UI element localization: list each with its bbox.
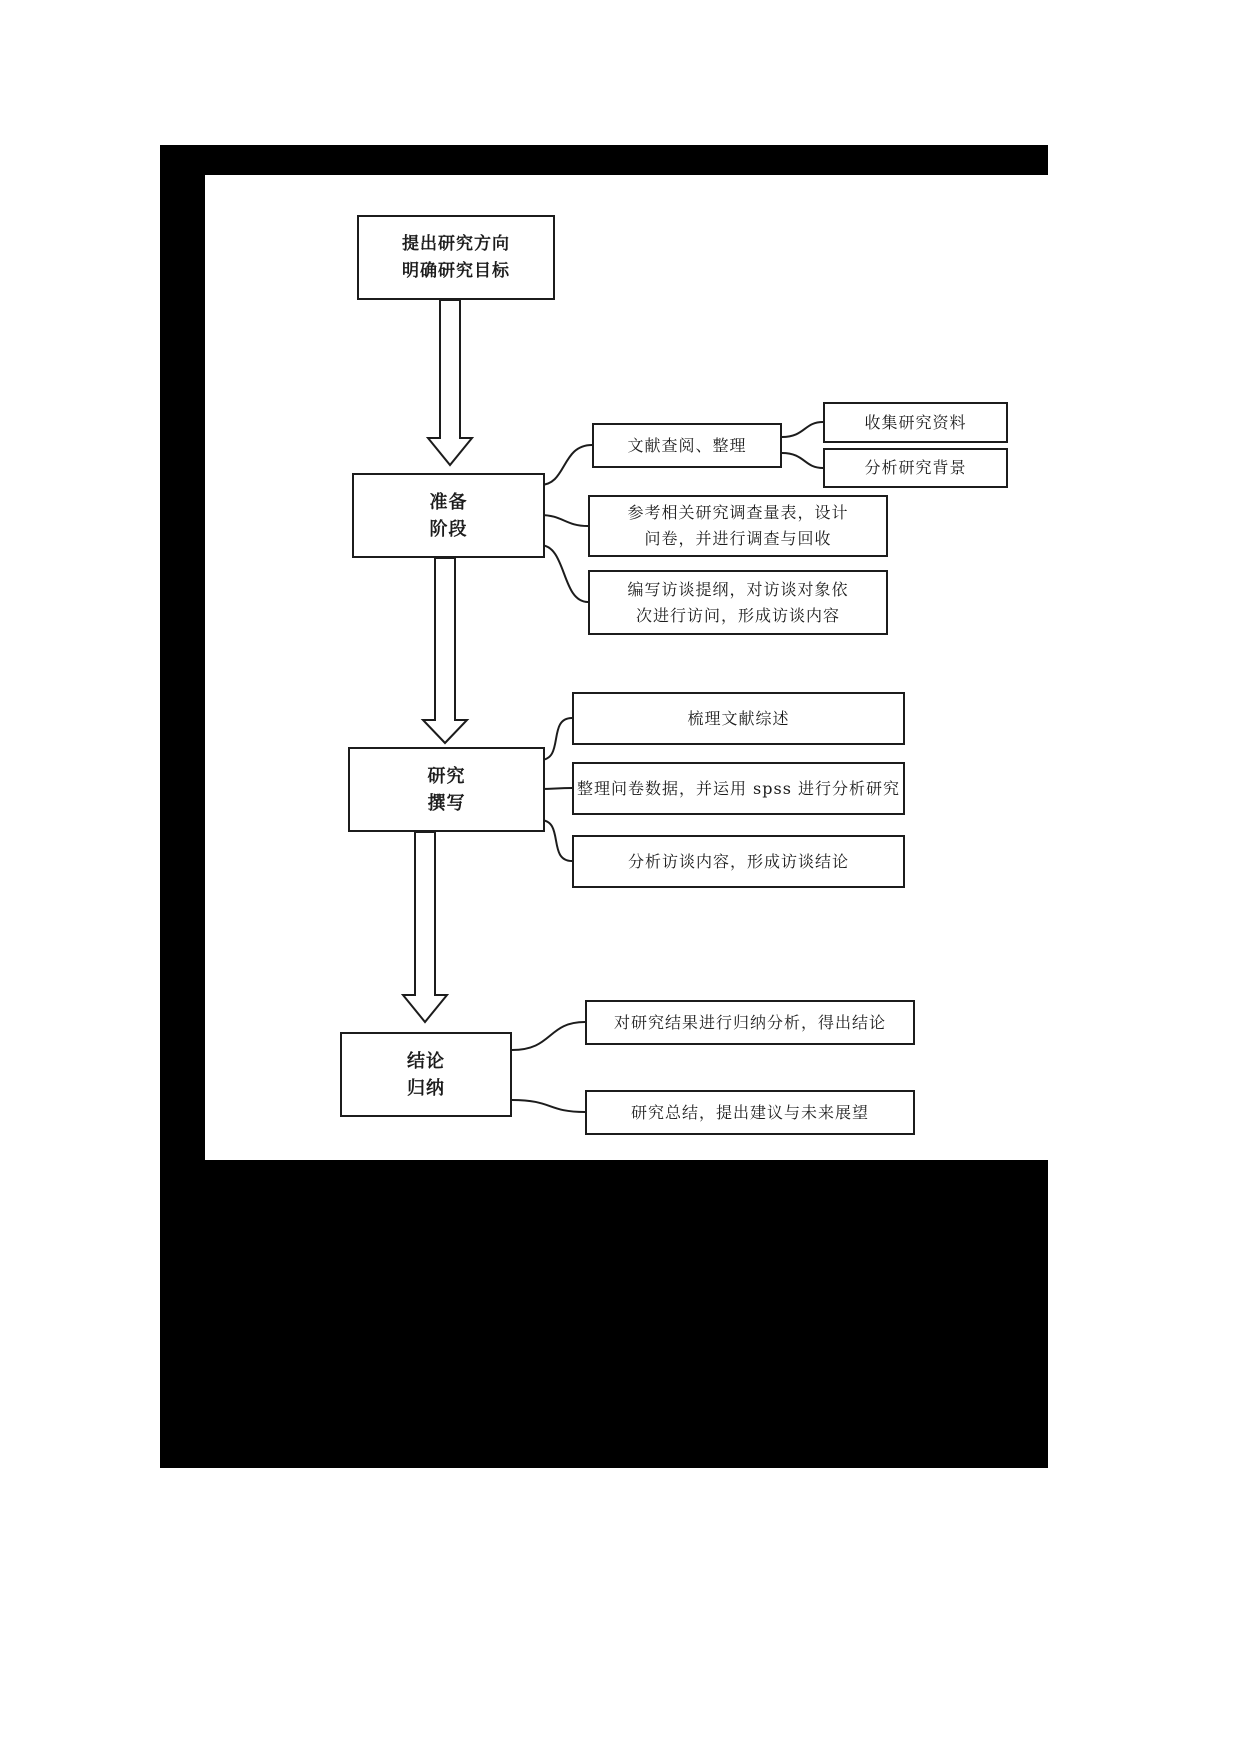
stage-write-line1: 研究	[427, 765, 466, 787]
stage-box-conclude	[340, 1032, 512, 1117]
task-box-interview	[588, 570, 888, 635]
subtask-box-collect-materials	[823, 402, 1008, 443]
analyze-background-label: 分析研究背景	[864, 458, 967, 477]
start-box	[357, 215, 555, 300]
flow-arrow-2	[423, 558, 467, 743]
task-box-summary-outlook	[585, 1090, 915, 1135]
start-box-line2: 明确研究目标	[402, 260, 510, 281]
connector-prepare-interview	[540, 545, 588, 602]
subtask-box-analyze-background	[823, 448, 1008, 488]
stage-box-prepare	[352, 473, 545, 558]
flowchart-diagram	[205, 175, 1048, 1160]
interview-line2: 次进行访问，形成访谈内容	[635, 605, 840, 625]
connector-conclude-outlook	[512, 1100, 585, 1112]
task-box-literature-summary	[572, 692, 905, 745]
flow-arrow-3	[403, 832, 447, 1022]
task-box-conclusion-analysis	[585, 1000, 915, 1045]
task-box-spss-analysis	[572, 762, 905, 815]
collect-materials-label: 收集研究资料	[864, 412, 967, 432]
questionnaire-line1: 参考相关研究调查量表，设计	[627, 503, 849, 522]
connector-prepare-literature	[540, 445, 592, 485]
connector-literature-collect	[782, 422, 823, 437]
stage-prepare-line2: 阶段	[429, 518, 468, 540]
conclusion-analysis-label: 对研究结果进行归纳分析，得出结论	[613, 1012, 886, 1032]
spss-analysis-label: 整理问卷数据，并运用 spss 进行分析研究	[576, 778, 901, 798]
interview-conclusion-label: 分析访谈内容，形成访谈结论	[627, 851, 849, 871]
task-box-questionnaire	[588, 495, 888, 557]
interview-line1: 编写访谈提纲，对访谈对象依	[627, 579, 849, 599]
stage-write-line2: 撰写	[427, 792, 466, 814]
flow-arrow-1	[428, 300, 472, 465]
stage-conclude-line2: 归纳	[407, 1077, 445, 1099]
task-box-literature-review	[592, 423, 782, 468]
connector-literature-background	[782, 453, 823, 468]
stage-prepare-line1: 准备	[429, 491, 468, 513]
summary-outlook-label: 研究总结，提出建议与未来展望	[630, 1102, 869, 1122]
questionnaire-line2: 问卷，并进行调查与回收	[644, 529, 832, 548]
stage-conclude-line1: 结论	[407, 1050, 445, 1072]
stage-box-write	[348, 747, 545, 832]
start-box-line1: 提出研究方向	[402, 233, 510, 254]
connector-conclude-analysis	[512, 1022, 585, 1050]
task-box-interview-conclusion	[572, 835, 905, 888]
literature-review-label: 文献查阅、整理	[627, 435, 747, 455]
connector-prepare-questionnaire	[540, 515, 588, 526]
literature-summary-label: 梳理文献综述	[687, 708, 790, 728]
